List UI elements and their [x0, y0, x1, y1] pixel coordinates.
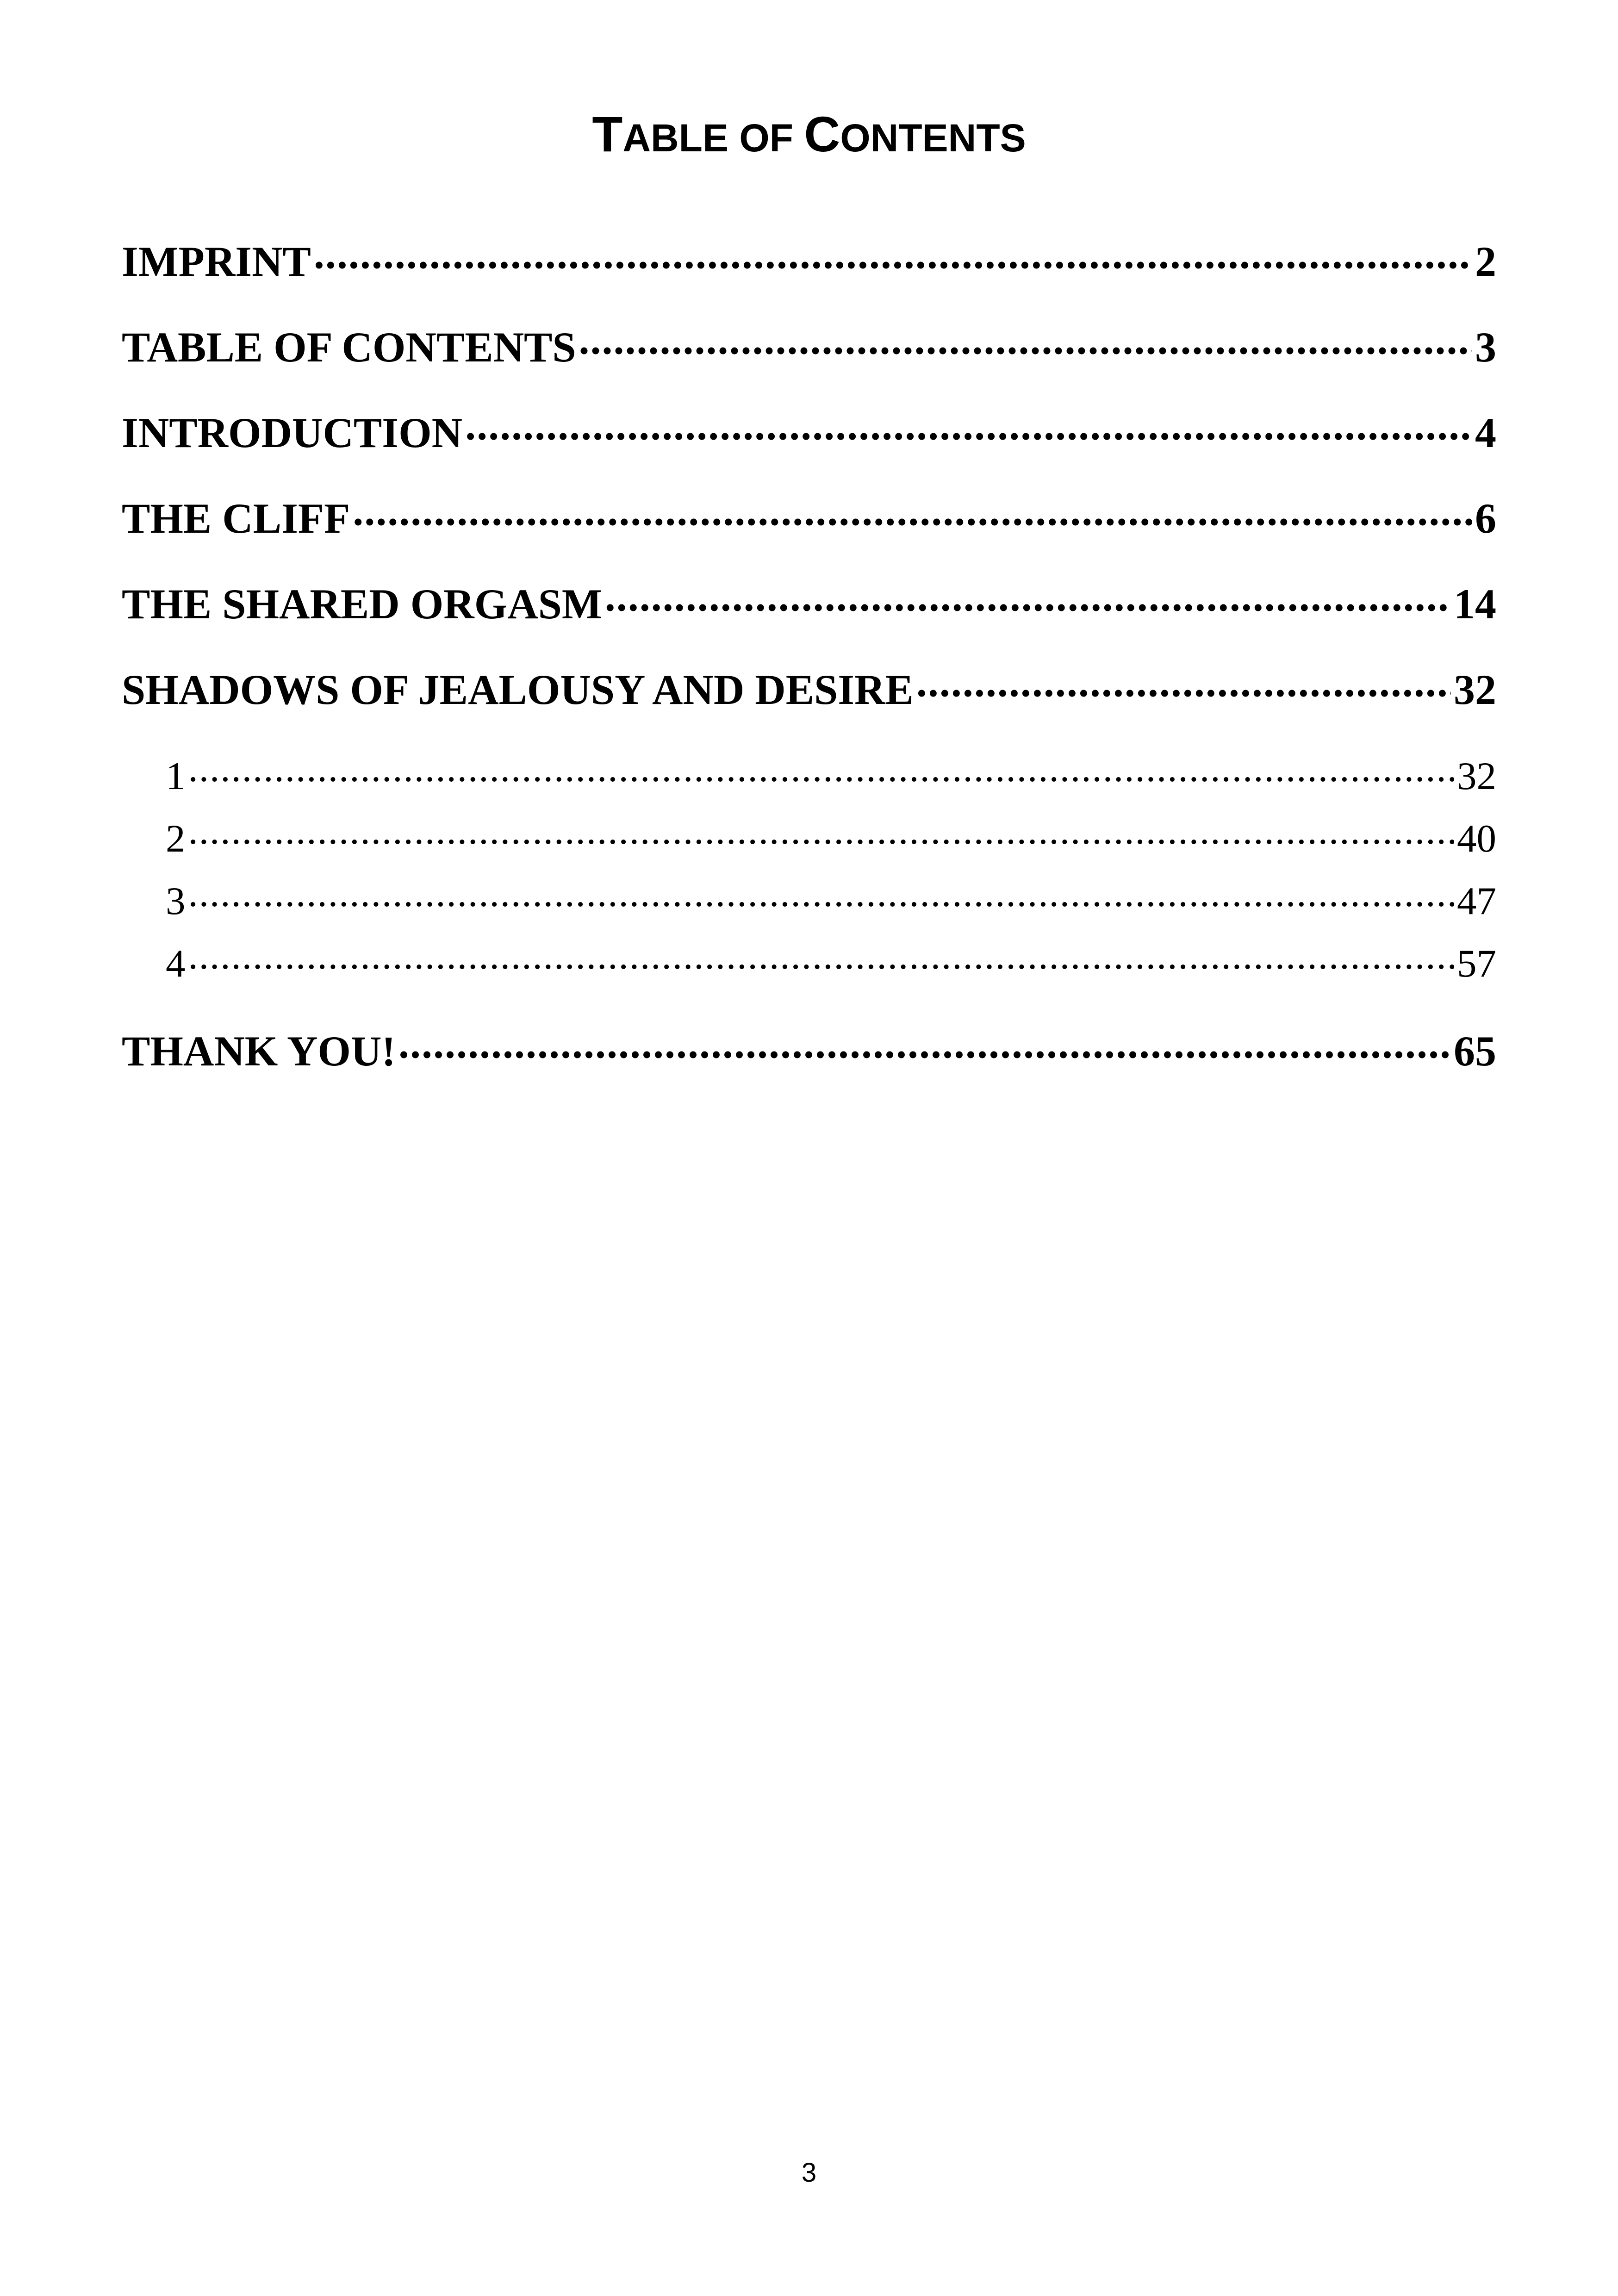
- title-initial-2: C: [804, 106, 840, 162]
- toc-entry-label: THE SHARED ORGASM: [122, 580, 602, 628]
- toc-subentry-4[interactable]: [166, 936, 1496, 991]
- table-of-contents: [122, 0, 1496, 1111]
- toc-subentry-2[interactable]: [166, 811, 1496, 866]
- toc-dot-leader: [188, 937, 1455, 977]
- title-rest-2: ONTENTS: [840, 116, 1026, 160]
- toc-entry-page: 32: [1454, 666, 1496, 713]
- toc-entry-thank-you[interactable]: [122, 1021, 1496, 1081]
- toc-subentry-page: 47: [1457, 879, 1496, 923]
- toc-entry-label: THANK YOU!: [122, 1027, 396, 1075]
- toc-entry-label: INTRODUCTION: [122, 409, 463, 456]
- toc-subentry-1[interactable]: [166, 748, 1496, 804]
- title-initial-1: T: [592, 106, 623, 162]
- toc-entry-the-shared-orgasm[interactable]: [122, 574, 1496, 634]
- toc-dot-leader: [188, 750, 1455, 789]
- toc-entry-page: 65: [1454, 1027, 1496, 1075]
- toc-dot-leader: [314, 233, 1472, 276]
- toc-entry-page: 6: [1475, 495, 1496, 542]
- toc-subentry-page: 32: [1457, 754, 1496, 798]
- toc-entry-page: 3: [1475, 324, 1496, 371]
- toc-entry-page: 14: [1454, 580, 1496, 628]
- toc-subentry-label: 4: [166, 942, 186, 985]
- toc-entry-imprint[interactable]: [122, 231, 1496, 292]
- toc-entry-label: IMPRINT: [122, 238, 311, 285]
- toc-entry-the-cliff[interactable]: [122, 488, 1496, 548]
- toc-dot-leader: [605, 576, 1451, 618]
- toc-subentry-page: 57: [1457, 942, 1496, 985]
- toc-entry-table-of-contents[interactable]: [122, 317, 1496, 377]
- toc-dot-leader: [398, 1023, 1451, 1065]
- toc-dot-leader: [188, 812, 1455, 852]
- toc-subentry-3[interactable]: [166, 873, 1496, 929]
- toc-entry-page: 4: [1475, 409, 1496, 456]
- toc-subentry-label: 2: [166, 817, 186, 860]
- toc-entry-label: THE CLIFF: [122, 495, 350, 542]
- toc-subentry-label: 1: [166, 754, 186, 798]
- page-number: 3: [801, 2158, 817, 2188]
- toc-dot-leader: [916, 661, 1451, 704]
- toc-subentry-label: 3: [166, 879, 186, 923]
- toc-entry-shadows-of-jealousy-and-desire[interactable]: [122, 660, 1496, 720]
- toc-entry-page: 2: [1475, 238, 1496, 285]
- toc-entry-label: SHADOWS OF JEALOUSY AND DESIRE: [122, 666, 914, 713]
- toc-dot-leader: [465, 404, 1472, 447]
- toc-subentry-page: 40: [1457, 817, 1496, 860]
- toc-dot-leader: [188, 875, 1455, 914]
- toc-dot-leader: [579, 319, 1472, 361]
- toc-dot-leader: [353, 490, 1472, 533]
- toc-entry-introduction[interactable]: [122, 403, 1496, 463]
- toc-entry-label: TABLE OF CONTENTS: [122, 324, 576, 371]
- title-rest-1: ABLE OF: [622, 116, 804, 160]
